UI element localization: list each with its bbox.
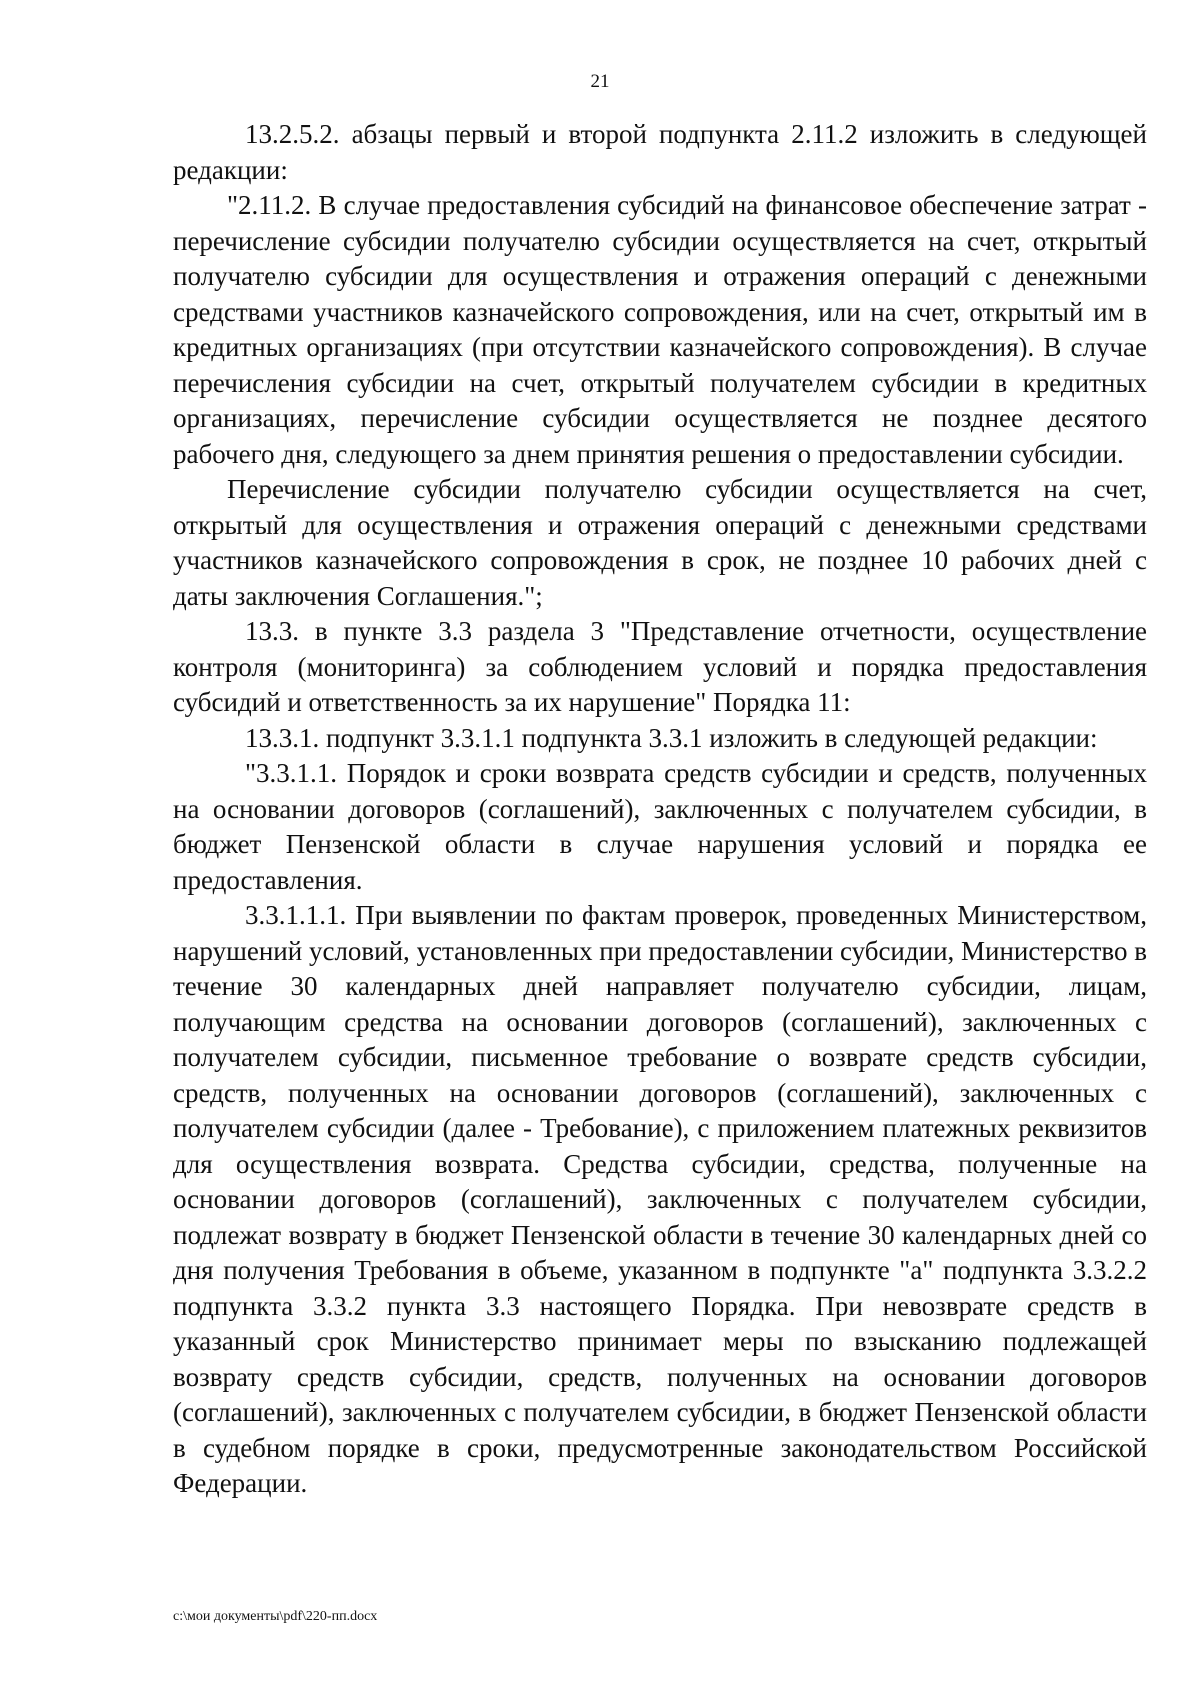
- paragraph-13-3-1: 13.3.1. подпункт 3.3.1.1 подпункта 3.3.1 изложить в следующей редакции:: [245, 722, 1098, 753]
- paragraph-2-11-2: "2.11.2. В случае предоставления субсидий на финансовое обеспечение затрат - перечисление субсидии получателю субсидии осуществляется на счет, открытый получателю субсидии для осуществления и отражения операций с денежными средствами участников казначейского сопровождения, или на счет, открытый им в кредитных организациях (при отсутствии казначейского сопровождения). В случае перечисления субсидии на счет, открытый получателем субсидии в кредитных организациях, перечисление субсидии осуществляется не позднее десятого рабочего дня, следующего за днем принятия решения о предоставлении субсидии.: [173, 190, 1147, 469]
- footer-file-path: c:\мои документы\pdf\220-пп.docx: [173, 1609, 378, 1624]
- paragraph-13-3: 13.3. в пункте 3.3 раздела 3 "Представление отчетности, осуществление контроля (мониторинга) за соблюдением условий и порядка предоставления субсидий и ответственность за их нарушение" Порядка 11:: [173, 616, 1147, 717]
- paragraph-13-2-5-2: 13.2.5.2. абзацы первый и второй подпункта 2.11.2 изложить в следующей редакции:: [173, 119, 1147, 185]
- paragraph-3-3-1-1-1: 3.3.1.1.1. При выявлении по фактам проверок, проведенных Министерством, нарушений условий, установленных при предоставлении субсидии, Министерство в течение 30 календарных дней направляет получателю субсидии, лицам, получающим средства на основании договоров (соглашений), заключенных с получателем субсидии, письменное требование о возврате средств субсидии, средств, полученных на основании договоров (соглашений), заключенных с получателем субсидии (далее - Требование), с приложением платежных реквизитов для осуществления возврата. Средства субсидии, средства, полученные на основании договоров (соглашений), заключенных с получателем субсидии, подлежат возврату в бюджет Пензенской области в течение 30 календарных дней со дня получения Требования в объеме, указанном в подпункте "а" подпункта 3.3.2.2 подпункта 3.3.2 пункта 3.3 настоящего Порядка. При невозврате средств в указанный срок Министерство принимает меры по взысканию подлежащей возврату средств субсидии, средств, полученных на основании договоров (соглашений), заключенных с получателем субсидии, в бюджет Пензенской области в судебном порядке в сроки, предусмотренные законодательством Российской Федерации.: [173, 900, 1147, 1498]
- page-number: 21: [590, 71, 610, 92]
- paragraph-transfer-subsidy: Перечисление субсидии получателю субсидии осуществляется на счет, открытый для осуществления и отражения операций с денежными средствами участников казначейского сопровождения в срок, не позднее 10 рабочих дней с даты заключения Соглашения.";: [173, 474, 1147, 611]
- document-body: [173, 117, 1147, 1502]
- paragraph-3-3-1-1: "3.3.1.1. Порядок и сроки возврата средств субсидии и средств, полученных на основании договоров (соглашений), заключенных с получателем субсидии, в бюджет Пензенской области в случае нарушения условий и порядка ее предоставления.: [173, 758, 1147, 895]
